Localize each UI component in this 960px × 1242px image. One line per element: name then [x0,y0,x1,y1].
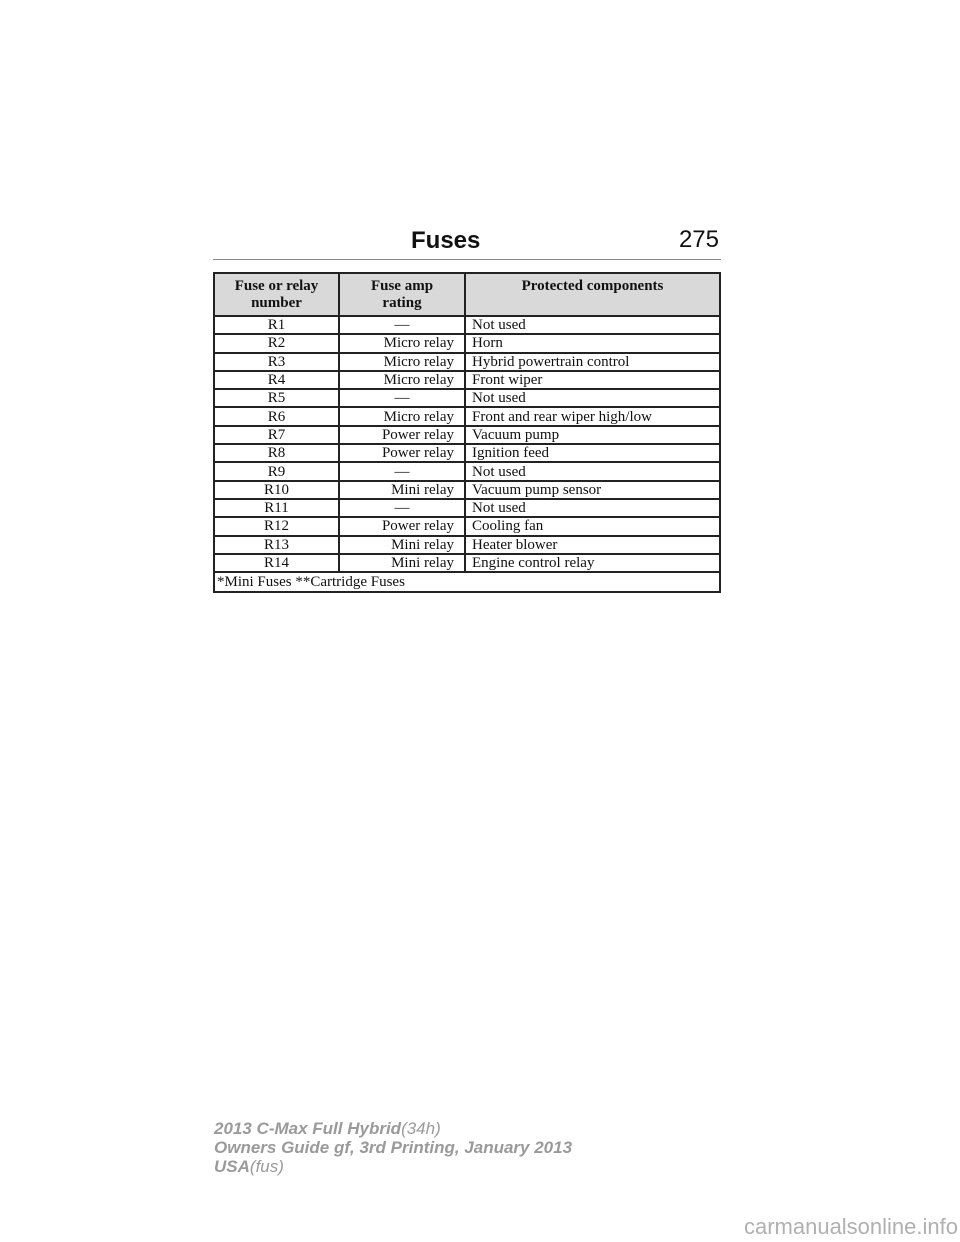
cell-rating: Micro relay [339,371,465,389]
cell-number: R4 [214,371,339,389]
cell-number: R6 [214,407,339,425]
column-header-number: Fuse or relay number [214,273,339,316]
cell-component: Cooling fan [465,517,720,535]
section-title: Fuses [411,227,481,254]
cell-rating: Power relay [339,517,465,535]
cell-rating: — [339,462,465,480]
footer-line-printing: Owners Guide gf, 3rd Printing, January 2013 [214,1138,573,1157]
cell-rating: Micro relay [339,353,465,371]
cell-rating: Micro relay [339,407,465,425]
cell-component: Engine control relay [465,554,720,572]
table-row [214,316,720,334]
table-row [214,426,720,444]
cell-rating: — [339,316,465,334]
table-row [214,499,720,517]
cell-component: Not used [465,389,720,407]
cell-number: R12 [214,517,339,535]
cell-number: R13 [214,536,339,554]
fuse-table [213,272,721,593]
cell-component: Not used [465,316,720,334]
document-footer [214,1119,572,1176]
table-row [214,462,720,480]
table-row [214,554,720,572]
cell-component: Not used [465,499,720,517]
cell-rating: Power relay [339,444,465,462]
cell-component: Ignition feed [465,444,720,462]
table-row [214,536,720,554]
cell-rating: Micro relay [339,334,465,352]
cell-rating: Mini relay [339,481,465,499]
page-number: 275 [678,226,719,253]
watermark: carmanualsonline.info [743,1214,958,1239]
footer-model-code: (34h) [401,1119,441,1138]
cell-component: Heater blower [465,536,720,554]
cell-number: R11 [214,499,339,517]
footer-model: 2013 C-Max Full Hybrid [214,1119,402,1138]
cell-component: Vacuum pump sensor [465,481,720,499]
cell-number: R2 [214,334,339,352]
cell-number: R3 [214,353,339,371]
column-header-rating: Fuse amp rating [339,273,465,316]
cell-component: Hybrid powertrain control [465,353,720,371]
footer-line-model [214,1119,572,1138]
cell-number: R10 [214,481,339,499]
page-header [213,225,721,260]
table-footnote-row [214,572,720,592]
cell-number: R8 [214,444,339,462]
cell-component: Front wiper [465,371,720,389]
cell-number: R1 [214,316,339,334]
cell-rating: Mini relay [339,536,465,554]
cell-component: Not used [465,462,720,480]
table-footnote: *Mini Fuses **Cartridge Fuses [214,572,720,592]
cell-component: Vacuum pump [465,426,720,444]
cell-component: Front and rear wiper high/low [465,407,720,425]
table-row [214,334,720,352]
table-row [214,371,720,389]
column-header-components: Protected components [465,273,720,316]
table-row [214,517,720,535]
cell-number: R14 [214,554,339,572]
cell-rating: — [339,389,465,407]
cell-number: R5 [214,389,339,407]
footer-market-code: (fus) [249,1157,284,1176]
cell-rating: Mini relay [339,554,465,572]
table-row [214,407,720,425]
cell-rating: Power relay [339,426,465,444]
table-row [214,444,720,462]
cell-component: Horn [465,334,720,352]
table-header-row [214,273,720,316]
table-row [214,353,720,371]
table-row [214,481,720,499]
cell-number: R7 [214,426,339,444]
footer-line-market [214,1157,572,1176]
cell-number: R9 [214,462,339,480]
table-row [214,389,720,407]
cell-rating: — [339,499,465,517]
footer-market: USA [214,1157,250,1176]
